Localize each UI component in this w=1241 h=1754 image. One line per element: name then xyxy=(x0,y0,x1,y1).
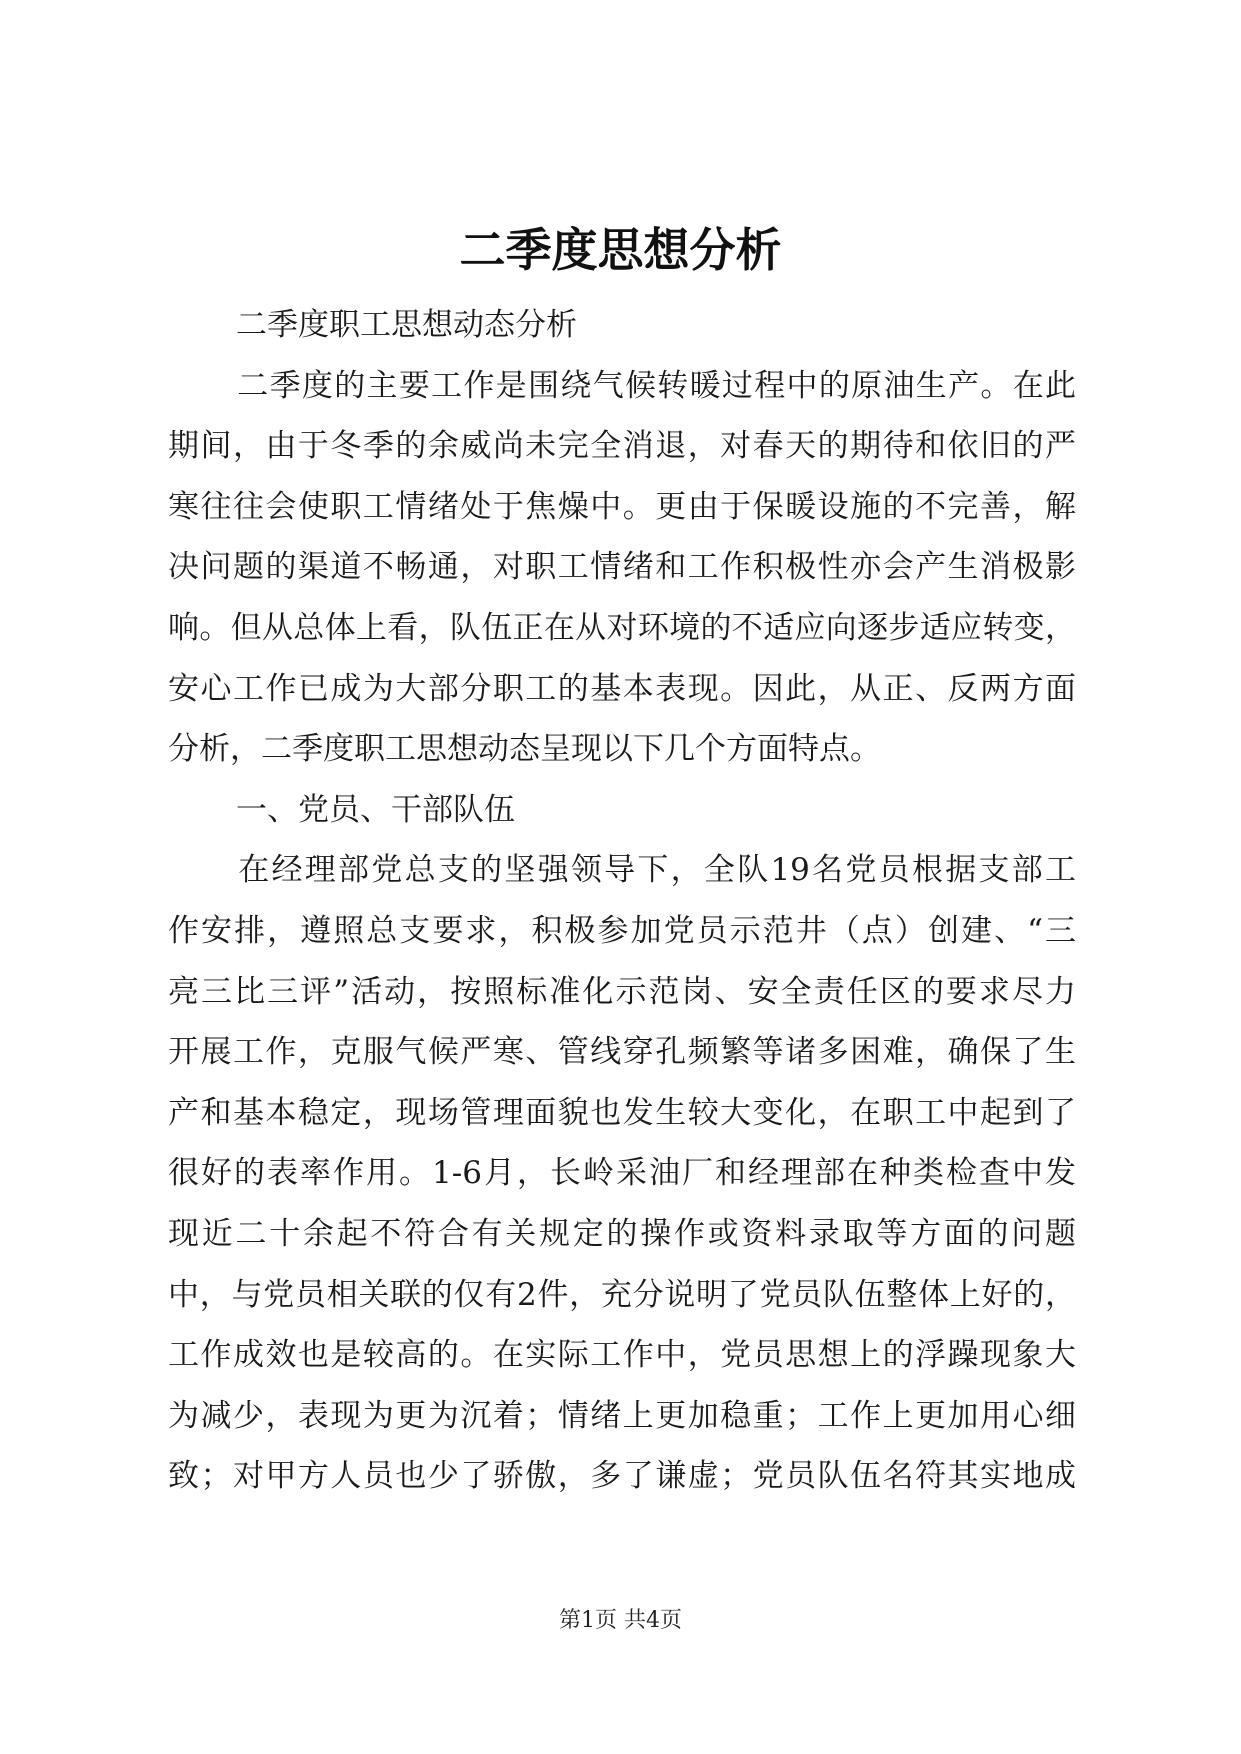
paragraph-text: 在经理部党总支的坚强领导下，全队19名党员根据支部工 xyxy=(236,852,1076,889)
paragraph-line: 产和基本稳定，现场管理面貌也发生较大变化，在职工中起到了 xyxy=(168,1094,1076,1131)
section-heading: 一、党员、干部队伍 xyxy=(236,791,515,828)
paragraph-line: 寒往往会使职工情绪处于焦燥中。更由于保暖设施的不完善，解 xyxy=(168,488,1076,525)
paragraph-line: 工作成效也是较高的。在实际工作中，党员思想上的浮躁现象大 xyxy=(168,1337,1076,1374)
paragraph-line xyxy=(168,295,1076,356)
document-body xyxy=(168,295,1076,1507)
paragraph-line xyxy=(168,780,1076,841)
paragraph-line: 决问题的渠道不畅通，对职工情绪和工作积极性亦会产生消极影 xyxy=(168,549,1076,586)
paragraph-line: 开展工作，克服气候严寒、管线穿孔频繁等诸多困难，确保了生 xyxy=(168,1034,1076,1071)
paragraph-line: 作安排，遵照总支要求，积极参加党员示范井（点）创建、“三 xyxy=(168,912,1076,949)
paragraph-line: 期间，由于冬季的余威尚未完全消退，对春天的期待和依旧的严 xyxy=(168,428,1076,465)
page-footer xyxy=(0,1606,1241,1636)
subtitle-text: 二季度职工思想动态分析 xyxy=(236,307,577,343)
paragraph-line: 致；对甲方人员也少了骄傲，多了谦虚；党员队伍名符其实地成 xyxy=(168,1458,1076,1495)
paragraph-text: 二季度的主要工作是围绕气候转暖过程中的原油生产。在此 xyxy=(236,367,1076,404)
document-title: 二季度思想分析 xyxy=(459,223,782,277)
paragraph-line: 中，与党员相关联的仅有2件，充分说明了党员队伍整体上好的， xyxy=(168,1276,1076,1313)
paragraph-line: 很好的表率作用。1-6月，长岭采油厂和经理部在种类检查中发 xyxy=(168,1155,1076,1192)
paragraph-line: 现近二十余起不符合有关规定的操作或资料录取等方面的问题 xyxy=(168,1215,1076,1252)
paragraph-line: 响。但从总体上看，队伍正在从对环境的不适应向逐步适应转变， xyxy=(168,609,1076,646)
paragraph-line: 亮三比三评”活动，按照标准化示范岗、安全责任区的要求尽力 xyxy=(168,973,1076,1010)
paragraph-line xyxy=(168,840,1076,901)
paragraph-line: 分析，二季度职工思想动态呈现以下几个方面特点。 xyxy=(168,731,881,768)
page-number: 第1页 共4页 xyxy=(559,1608,682,1633)
paragraph-line: 安心工作已成为大部分职工的基本表现。因此，从正、反两方面 xyxy=(168,670,1076,707)
paragraph-line xyxy=(168,356,1076,417)
paragraph-line: 为减少，表现为更为沉着；情绪上更加稳重；工作上更加用心细 xyxy=(168,1397,1076,1434)
